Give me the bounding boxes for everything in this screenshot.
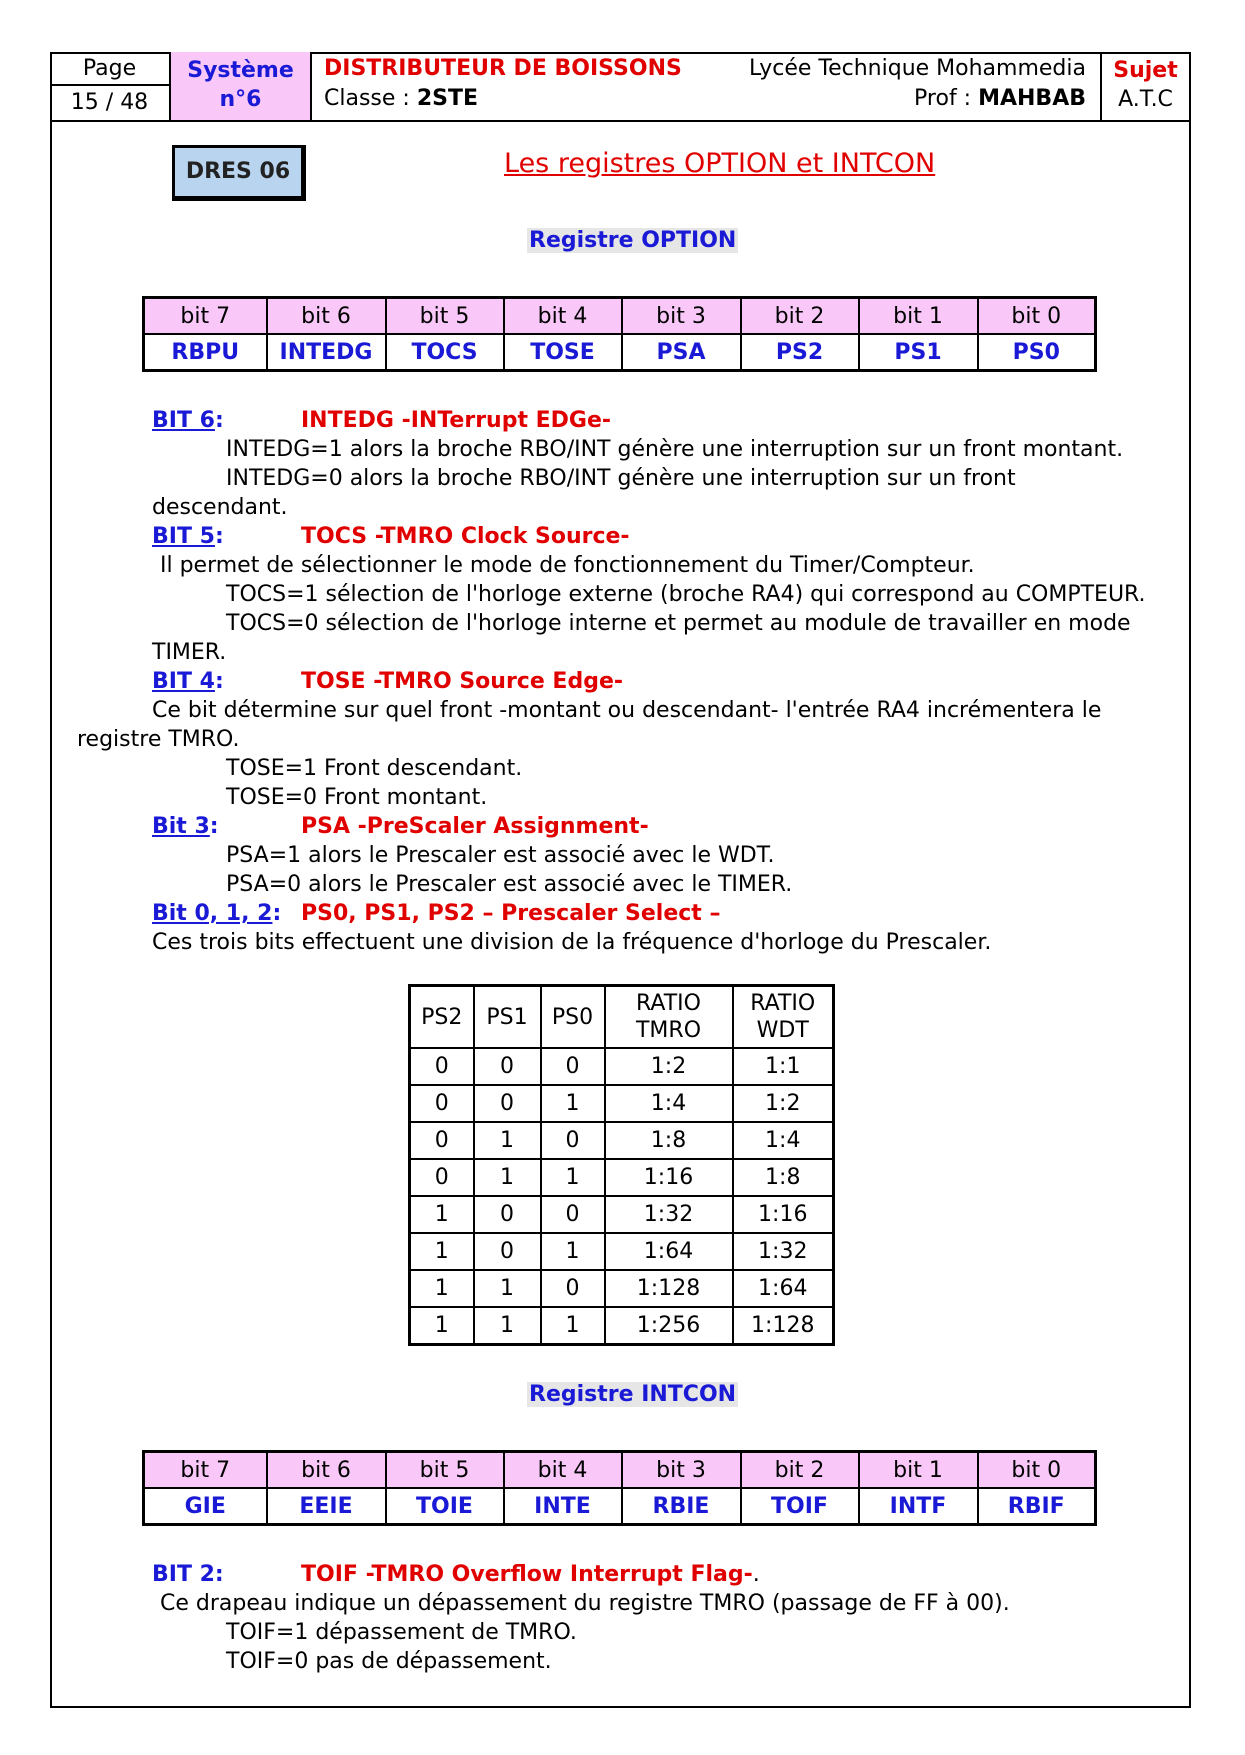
intcon-name-cell: EEIE	[267, 1488, 386, 1525]
option-name-cell: PSA	[622, 334, 741, 371]
intcon-name-cell: GIE	[144, 1488, 267, 1525]
bit3-line1: PSA=1 alors le Prescaler est associé avec le WDT.	[226, 843, 775, 868]
table-row: 0 0 0 1:2 1:1	[410, 1048, 834, 1085]
option-name-cell: TOCS	[386, 334, 504, 371]
option-bit-cell: bit 5	[386, 298, 504, 335]
project-title: DISTRIBUTEUR DE BOISSONS	[324, 56, 682, 81]
subject-cell	[1102, 52, 1189, 120]
option-name-cell: PS1	[859, 334, 978, 371]
option-bit-cell: bit 3	[622, 298, 741, 335]
bit4-label: BIT 4	[152, 669, 215, 694]
intcon-bit-cell: bit 1	[859, 1452, 978, 1489]
bit6-title: INTEDG -INTerrupt EDGe-	[301, 408, 612, 433]
intcon-bit2-line2: TOIF=1 dépassement de TMRO.	[226, 1620, 577, 1645]
intcon-bit-cell: bit 0	[978, 1452, 1096, 1489]
system-line2: n°6	[219, 87, 262, 112]
bit5-line4: TIMER.	[152, 640, 227, 665]
bit012-label: Bit 0, 1, 2	[152, 901, 273, 926]
option-bit-cell: bit 6	[267, 298, 386, 335]
subject-value: A.T.C	[1118, 87, 1173, 112]
bit4-line4: TOSE=0 Front montant.	[226, 785, 488, 810]
intcon-bit-cell: bit 7	[144, 1452, 267, 1489]
bit4-heading: BIT 4:	[152, 669, 224, 694]
prof-label: Prof :	[914, 86, 979, 111]
bit6-label: BIT 6	[152, 408, 215, 433]
option-bits-row	[144, 298, 1096, 335]
system-line1: Système	[187, 58, 294, 83]
bit012-title: PS0, PS1, PS2 – Prescaler Select –	[301, 901, 721, 926]
bit3-line2: PSA=0 alors le Prescaler est associé avec le TIMER.	[226, 872, 793, 897]
prof-value: MAHBAB	[978, 86, 1086, 111]
option-register-table	[142, 296, 1097, 372]
system-cell	[171, 52, 312, 120]
bit5-label: BIT 5	[152, 524, 215, 549]
table-row: 0 0 1 1:4 1:2	[410, 1085, 834, 1122]
page-label: Page	[50, 52, 169, 86]
bit3-heading: Bit 3:	[152, 814, 219, 839]
bit5-title: TOCS -TMRO Clock Source-	[301, 524, 630, 549]
intcon-bit2-title: TOIF -TMRO Overflow Interrupt Flag-	[301, 1562, 753, 1587]
bit5-heading: BIT 5:	[152, 524, 224, 549]
bit6-heading: BIT 6:	[152, 408, 224, 433]
intcon-register-label: Registre INTCON	[529, 1382, 737, 1407]
page-number: 15 / 48	[70, 90, 149, 115]
dres-badge: DRES 06	[172, 145, 306, 201]
prescaler-header-row	[410, 986, 834, 1049]
option-register-label: Registre OPTION	[529, 228, 737, 253]
bit5-line1: Il permet de sélectionner le mode de fonctionnement du Timer/Compteur.	[160, 553, 975, 578]
bit4-title: TOSE -TMRO Source Edge-	[301, 669, 624, 694]
option-bit-cell: bit 0	[978, 298, 1096, 335]
intcon-name-cell: RBIF	[978, 1488, 1096, 1525]
title-cell	[312, 52, 1102, 120]
table-row: 0 1 1 1:16 1:8	[410, 1159, 834, 1196]
intcon-names-row	[144, 1488, 1096, 1525]
intcon-name-cell: TOIE	[386, 1488, 504, 1525]
option-bit-cell: bit 2	[741, 298, 859, 335]
prescaler-table	[408, 984, 835, 1346]
school-name: Lycée Technique Mohammedia	[748, 56, 1086, 81]
intcon-bit-cell: bit 5	[386, 1452, 504, 1489]
intcon-bit2-heading: TOIF -TMRO Overflow Interrupt Flag-.	[301, 1562, 760, 1587]
option-bit-cell: bit 4	[504, 298, 622, 335]
bit012-heading: Bit 0, 1, 2:	[152, 901, 282, 926]
table-row: 1 0 0 1:32 1:16	[410, 1196, 834, 1233]
intcon-bit-cell: bit 3	[622, 1452, 741, 1489]
intcon-bits-row	[144, 1452, 1096, 1489]
bit012-line1: Ces trois bits effectuent une division de la fréquence d'horloge du Prescaler.	[152, 930, 992, 955]
option-bit-cell: bit 7	[144, 298, 267, 335]
bit5-line2: TOCS=1 sélection de l'horloge externe (broche RA4) qui correspond au COMPTEUR.	[226, 582, 1146, 607]
table-row: 1 0 1 1:64 1:32	[410, 1233, 834, 1270]
intcon-bit-cell: bit 4	[504, 1452, 622, 1489]
intcon-name-cell: INTF	[859, 1488, 978, 1525]
table-row: 1 1 0 1:128 1:64	[410, 1270, 834, 1307]
option-name-cell: PS2	[741, 334, 859, 371]
table-row: 0 1 0 1:8 1:4	[410, 1122, 834, 1159]
table-row: 1 1 1 1:256 1:128	[410, 1307, 834, 1345]
header-ps0: PS0	[541, 986, 605, 1049]
header-ps1: PS1	[474, 986, 541, 1049]
page-header	[50, 52, 1191, 122]
page-number-cell	[50, 52, 171, 120]
option-name-cell: TOSE	[504, 334, 622, 371]
header-ratio-wdt: RATIO WDT	[733, 986, 834, 1049]
option-name-cell: INTEDG	[267, 334, 386, 371]
class-info	[324, 86, 478, 111]
intcon-bit-cell: bit 6	[267, 1452, 386, 1489]
option-names-row	[144, 334, 1096, 371]
subject-label: Sujet	[1113, 58, 1178, 83]
intcon-name-cell: TOIF	[741, 1488, 859, 1525]
header-ratio-tmro: RATIO TMRO	[605, 986, 733, 1049]
bit5-line3: TOCS=0 sélection de l'horloge interne et permet au module de travailler en mode	[226, 611, 1131, 636]
header-ps2: PS2	[410, 986, 474, 1049]
intcon-bit2-line1: Ce drapeau indique un dépassement du registre TMRO (passage de FF à 00).	[160, 1591, 1010, 1616]
bit6-line3: descendant.	[152, 495, 288, 520]
bit3-label: Bit 3	[152, 814, 210, 839]
class-label: Classe :	[324, 86, 417, 111]
bit4-line3: TOSE=1 Front descendant.	[226, 756, 523, 781]
intcon-register-table	[142, 1450, 1097, 1526]
intcon-bit2-label: BIT 2:	[152, 1562, 224, 1587]
intcon-bit2-line3: TOIF=0 pas de dépassement.	[226, 1649, 552, 1674]
intcon-name-cell: INTE	[504, 1488, 622, 1525]
bit3-title: PSA -PreScaler Assignment-	[301, 814, 649, 839]
page-title: Les registres OPTION et INTCON	[504, 148, 936, 179]
prof-info	[914, 86, 1086, 111]
option-name-cell: PS0	[978, 334, 1096, 371]
option-name-cell: RBPU	[144, 334, 267, 371]
intcon-bit-cell: bit 2	[741, 1452, 859, 1489]
bit4-line2: registre TMRO.	[77, 727, 240, 752]
intcon-name-cell: RBIE	[622, 1488, 741, 1525]
bit4-line1: Ce bit détermine sur quel front -montant ou descendant- l'entrée RA4 incrémentera le	[152, 698, 1102, 723]
bit6-line2: INTEDG=0 alors la broche RBO/INT génère une interruption sur un front	[226, 466, 1016, 491]
option-bit-cell: bit 1	[859, 298, 978, 335]
bit6-line1: INTEDG=1 alors la broche RBO/INT génère une interruption sur un front montant.	[226, 437, 1124, 462]
class-value: 2STE	[416, 86, 478, 111]
